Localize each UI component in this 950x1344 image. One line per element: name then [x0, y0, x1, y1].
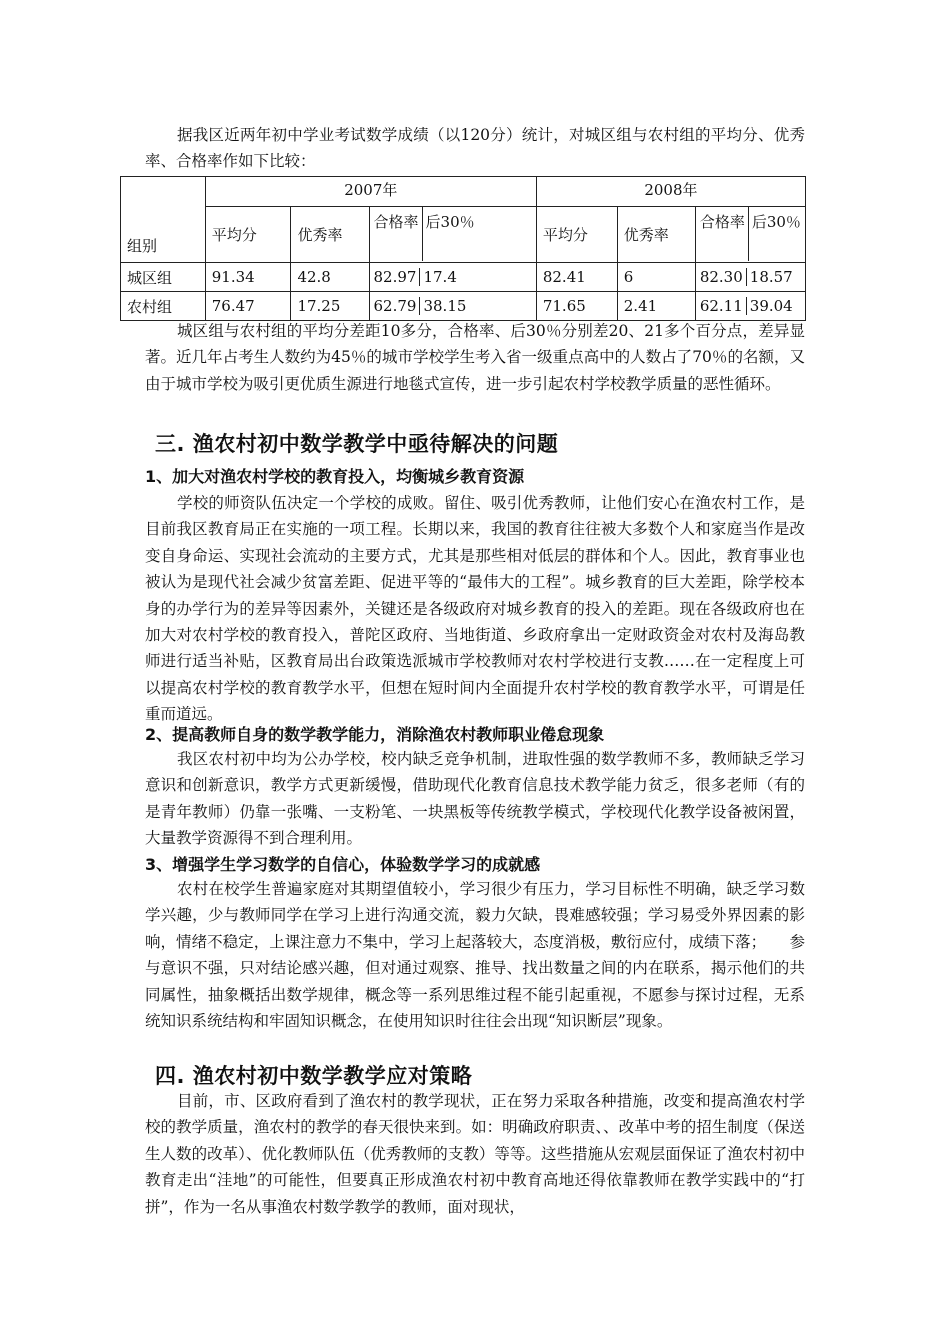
cell: 71.65: [536, 292, 617, 321]
cell-pass: 82.97: [373, 268, 417, 286]
cell-pass: 82.30: [699, 268, 743, 286]
cell: 17.25: [291, 292, 369, 321]
cell: [695, 292, 805, 321]
cell: 2.41: [617, 292, 695, 321]
subsection-3-1-paragraph: 学校的师资队伍决定一个学校的成败。留住、吸引优秀教师，让他们安心在渔农村工作，是目前我区教育局正在实施的一项工程。长期以来，我国的教育往往被大多数个人和家庭当作是改变自身命运、实现社会流动的主要方式，尤其是那些相对低层的群体和个人。因此，教育事业也被认为是现代社会减少贫富差距、促进平等的“最伟大的工程”。城乡教育的巨大差距，除学校本身的办学行为的差异等因素外，关键还是各级政府对城乡教育的投入的差距。现在各级政府也在加大对农村学校的教育投入，普陀区政府、当地街道、乡政府拿出一定财政资金对农村及海岛教师进行适当补贴，区教育局出台政策选派城市学校教师对农村学校进行支教……在一定程度上可以提高农村学校的教育教学水平，但想在短时间内全面提升农村学校的教育教学水平，可谓是任重而道远。: [145, 494, 805, 724]
subsection-3-2-paragraph: 我区农村初中均为公办学校，校内缺乏竞争机制，进取性强的数学教师不多，教师缺乏学习意识和创新意识，教学方式更新缓慢，借助现代化教育信息技术教学能力贫乏，很多老师（有的是青年教师）仍靠一张嘴、一支粉笔、一块黑板等传统教学模式，学校现代化教学设备被闲置，大量教学资源得不到合理利用。: [145, 750, 805, 848]
subsection-3-3-heading: 3、增强学生学习数学的自信心，体验数学学习的成就感: [145, 855, 541, 874]
intro-paragraph: 据我区近两年初中学业考试数学成绩（以120分）统计，对城区组与农村组的平均分、优秀率、合格率作如下比较：: [145, 126, 805, 171]
col-pass-bottom-2007: [369, 207, 536, 263]
cell: 76.47: [205, 292, 291, 321]
section-4-paragraph: 目前，市、区政府看到了渔农村的教学现状，正在努力采取各种措施，改变和提高渔农村学校的教学质量，渔农村的教学的春天很快来到。如：明确政府职责、、改革中考的招生制度（保送生人数的改革）、优化教师队伍（优秀教师的支教）等等。这些措施从宏观层面保证了渔农村初中教育走出“洼地”的可能性，但要真正形成渔农村初中教育高地还得依靠教师在教学实践中的“打拼”，作为一名从事渔农村数学教学的教师，面对现状，: [145, 1092, 805, 1216]
table-row: [121, 292, 806, 321]
cell: 6: [617, 263, 695, 292]
section-3-heading: 三. 渔农村初中数学教学中亟待解决的问题: [155, 432, 559, 456]
analysis-paragraph: 城区组与农村组的平均分差距10多分，合格率、后30％分别差20、21多个百分点，差异显著。近几年占考生人数约为45％的城市学校学生考入省一级重点高中的人数占了70％的名额，又由于城市学校为吸引更优质生源进行地毯式宣传，进一步引起农村学校教学质量的恶性循环。: [145, 322, 805, 393]
cell: 82.41: [536, 263, 617, 292]
cell-bottom30: 17.4: [419, 268, 456, 286]
comparison-table: [120, 176, 806, 321]
row-name: 城区组: [121, 263, 206, 292]
col-avg-2007: 平均分: [205, 207, 291, 263]
subsection-3-2-heading: 2、提高教师自身的数学教学能力，消除渔农村教师职业倦怠现象: [145, 725, 605, 744]
year-2008-header: 2008年: [536, 177, 805, 207]
col-excellent-2007: 优秀率: [291, 207, 369, 263]
col-bottom30-2008: 后30％: [748, 207, 801, 261]
col-avg-2008: 平均分: [536, 207, 617, 263]
cell-bottom30: 18.57: [746, 268, 793, 286]
cell-pass: 62.79: [373, 297, 417, 315]
cell-bottom30: 39.04: [746, 297, 793, 315]
cell-bottom30: 38.15: [419, 297, 466, 315]
row-name: 农村组: [121, 292, 206, 321]
col-pass-2008: 合格率: [699, 213, 745, 231]
cell: [369, 263, 536, 292]
section-4-heading: 四. 渔农村初中数学教学应对策略: [155, 1064, 473, 1088]
col-excellent-2008: 优秀率: [617, 207, 695, 263]
col-bottom30-2007: 后30％: [422, 207, 475, 261]
cell-pass: 62.11: [699, 297, 743, 315]
cell: [695, 263, 805, 292]
subsection-3-1-heading: 1、加大对渔农村学校的教育投入，均衡城乡教育资源: [145, 467, 525, 486]
cell: 91.34: [205, 263, 291, 292]
table-row: [121, 263, 806, 292]
cell: 42.8: [291, 263, 369, 292]
col-pass-bottom-2008: [695, 207, 805, 263]
subsection-3-3-paragraph: 农村在校学生普遍家庭对其期望值较小，学习很少有压力，学习目标性不明确，缺乏学习数学兴趣，少与教师同学在学习上进行沟通交流，毅力欠缺，畏难感较强；学习易受外界因素的影响，情绪不稳定，上课注意力不集中，学习上起落较大，态度消极，敷衍应付，成绩下落； 参与意识不强，只对结论感兴趣，但对通过观察、推导、找出数量之间的内在联系，揭示他们的共同属性，抽象概括出数学规律，概念等一系列思维过程不能引起重视，不愿参与探讨过程，无系统知识系统结构和牢固知识概念，在使用知识时往往会出现“知识断层”现象。: [145, 880, 805, 1031]
cell: [369, 292, 536, 321]
group-header: 组别: [121, 177, 206, 263]
year-2007-header: 2007年: [205, 177, 536, 207]
col-pass-2007: 合格率: [373, 213, 419, 231]
